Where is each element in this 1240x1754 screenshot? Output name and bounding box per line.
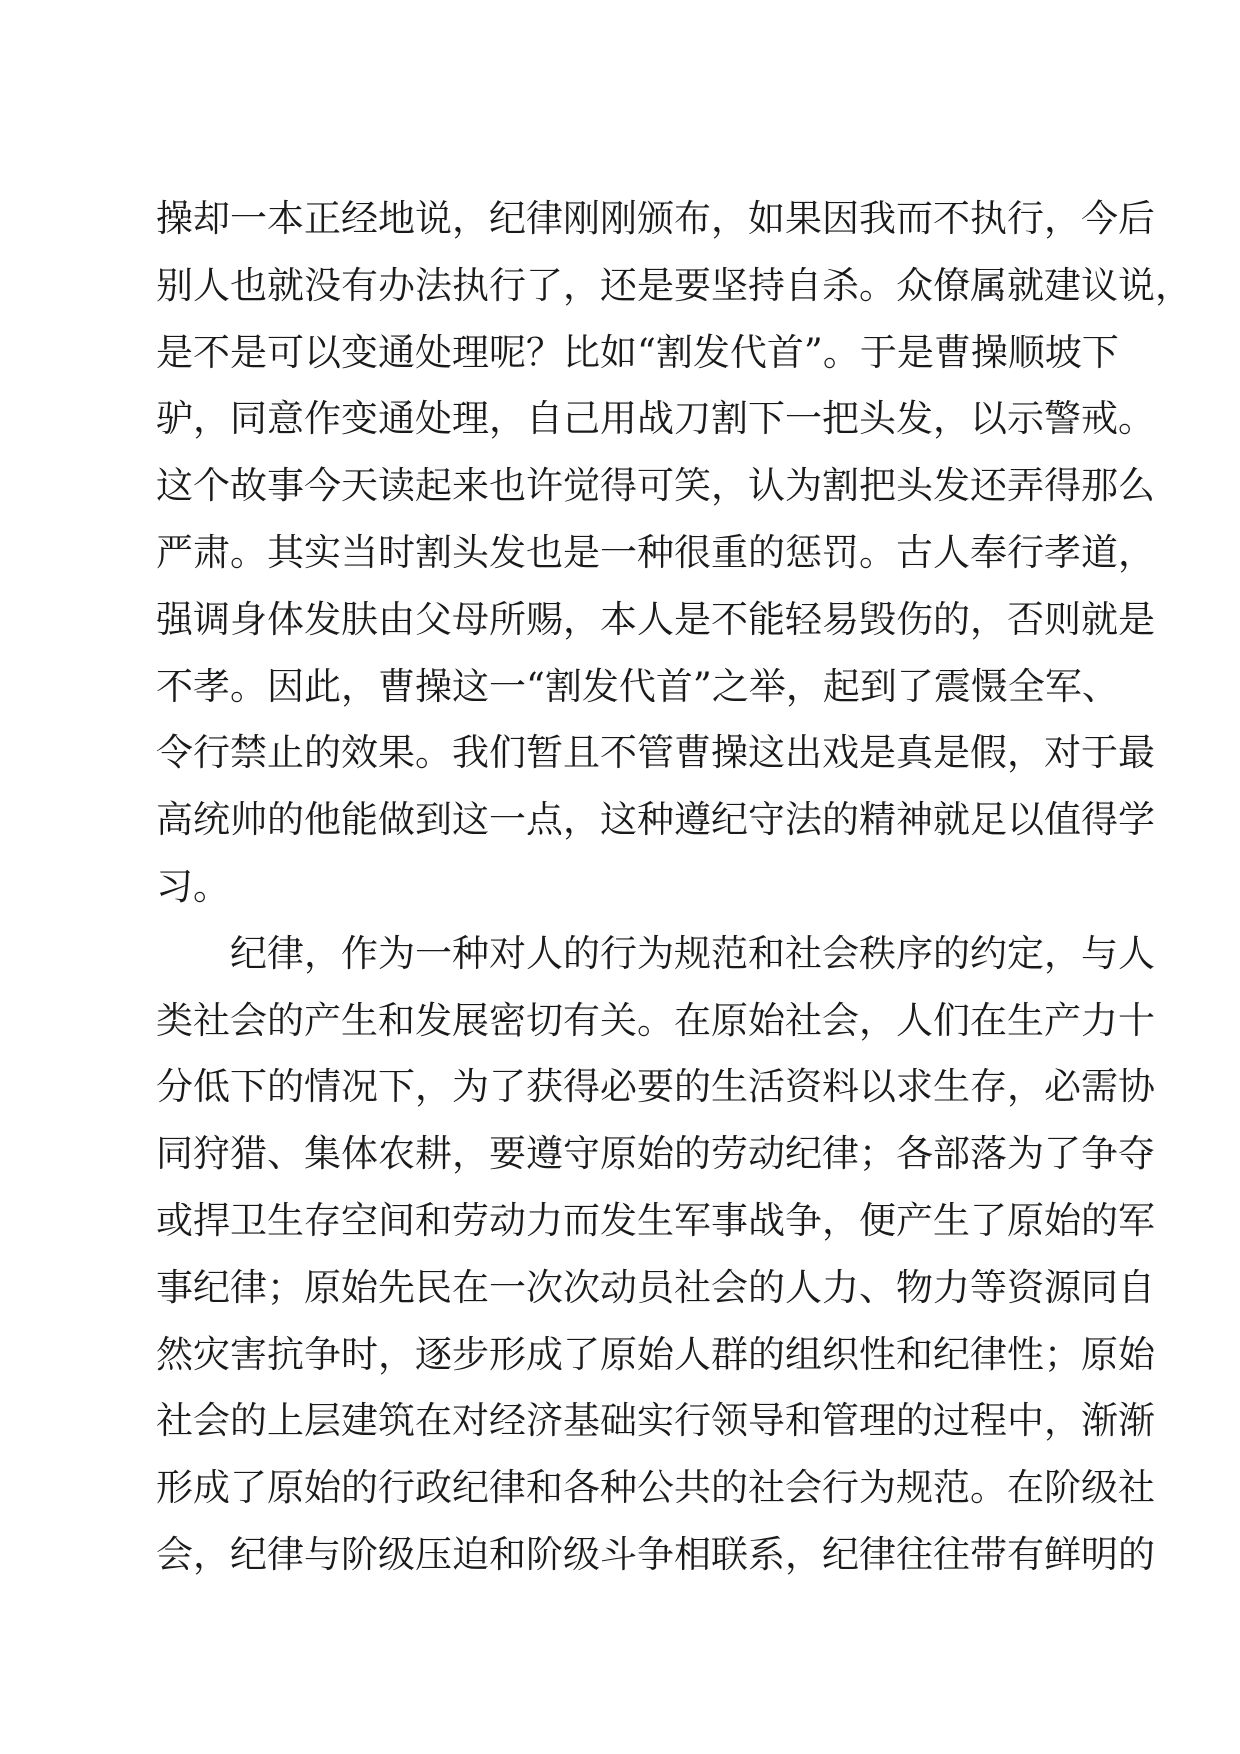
text-line: 社会的上层建筑在对经济基础实行领导和管理的过程中，渐渐 xyxy=(156,1399,1155,1443)
text-line: 是不是可以变通处理呢？比如“割发代首”。于是曹操顺坡下 xyxy=(156,330,1119,374)
text-line: 分低下的情况下，为了获得必要的生活资料以求生存，必需协 xyxy=(156,1065,1155,1109)
text-line: 这个故事今天读起来也许觉得可笑，认为割把头发还弄得那么 xyxy=(156,464,1155,508)
text-line: 操却一本正经地说，纪律刚刚颁布，如果因我而不执行，今后 xyxy=(156,197,1155,240)
text-line: 然灾害抗争时，逐步形成了原始人群的组织性和纪律性；原始 xyxy=(156,1332,1155,1376)
text-line: 不孝。因此，曹操这一“割发代首”之举，起到了震慑全军、 xyxy=(156,664,1119,708)
text-line: 高统帅的他能做到这一点，这种遵纪守法的精神就足以值得学 xyxy=(156,798,1155,842)
text-line: 同狩猎、集体农耕，要遵守原始的劳动纪律；各部落为了争夺 xyxy=(156,1132,1155,1176)
paragraph-start-line: 纪律，作为一种对人的行为规范和社会秩序的约定，与人 xyxy=(156,931,1155,975)
text-line: 形成了原始的行政纪律和各种公共的社会行为规范。在阶级社 xyxy=(156,1466,1155,1510)
body-text xyxy=(156,186,1192,1589)
text-line: 严肃。其实当时割头发也是一种很重的惩罚。古人奉行孝道， xyxy=(156,530,1155,574)
text-line: 强调身体发肤由父母所赐，本人是不能轻易毁伤的，否则就是 xyxy=(156,597,1155,641)
text-line: 会，纪律与阶级压迫和阶级斗争相联系，纪律往往带有鲜明的 xyxy=(156,1532,1155,1576)
text-line: 驴，同意作变通处理，自己用战刀割下一把头发，以示警戒。 xyxy=(156,397,1155,441)
text-line: 或捍卫生存空间和劳动力而发生军事战争，便产生了原始的军 xyxy=(156,1198,1155,1242)
text-line: 类社会的产生和发展密切有关。在原始社会，人们在生产力十 xyxy=(156,998,1155,1042)
text-line: 别人也就没有办法执行了，还是要坚持自杀。众僚属就建议说， xyxy=(156,263,1192,307)
text-line: 习。 xyxy=(156,864,230,908)
text-line: 事纪律；原始先民在一次次动员社会的人力、物力等资源同自 xyxy=(156,1265,1155,1309)
text-line: 令行禁止的效果。我们暂且不管曹操这出戏是真是假，对于最 xyxy=(156,731,1155,775)
